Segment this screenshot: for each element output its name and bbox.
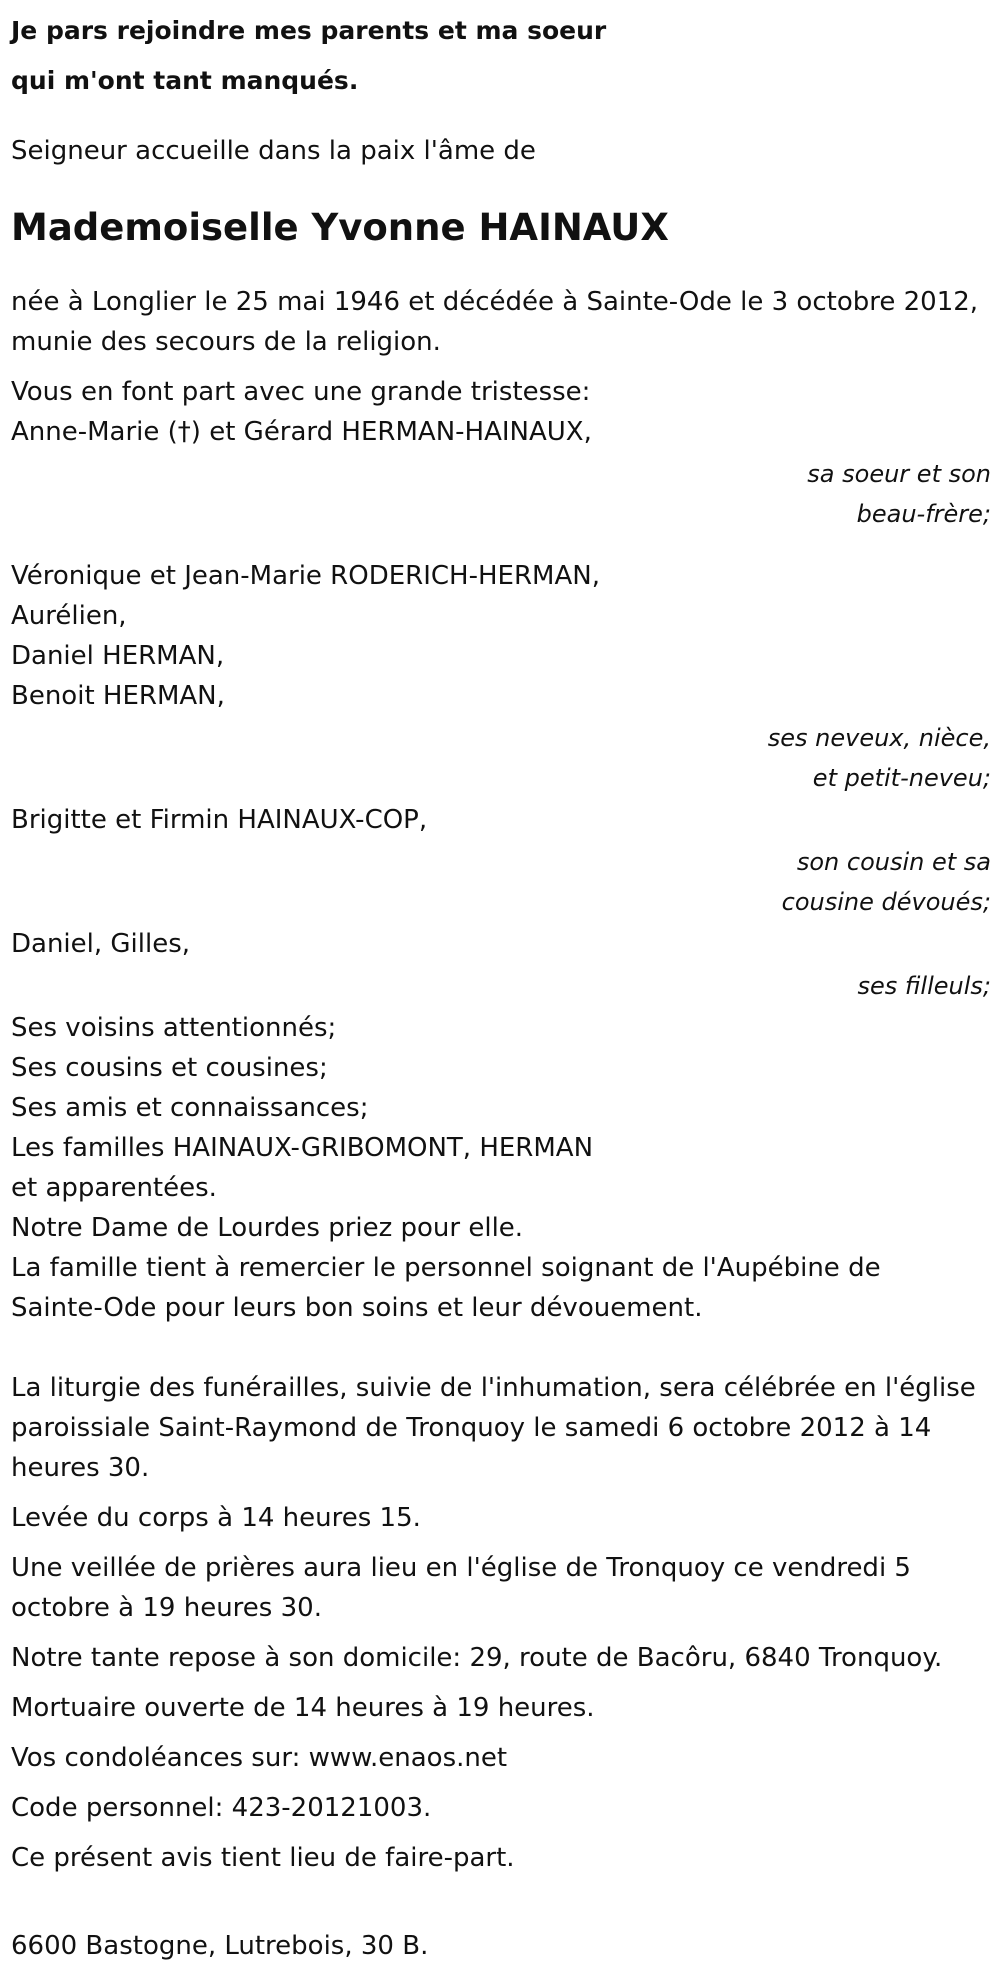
obituary-content — [11, 6, 991, 1966]
personal-code: Code personnel: 423-20121003. — [11, 1793, 432, 1823]
opening-quote-line-2: qui m'ont tant manqués. — [11, 66, 359, 95]
role-line: ses filleuls; — [857, 972, 991, 1000]
role-line: et petit-neveu; — [812, 764, 991, 792]
birth-death-info — [11, 282, 991, 362]
prayer-vigil — [11, 1548, 991, 1628]
opening-quote-line-1: Je pars rejoindre mes parents et ma soeur — [11, 16, 607, 45]
role-line: son cousin et sa — [796, 848, 991, 876]
role-line: sa soeur et son — [807, 460, 991, 488]
vigil-line: Une veillée de prières aura lieu en l'église de Tronquoy ce vendredi 5 — [11, 1553, 911, 1583]
deceased-name: Mademoiselle Yvonne HAINAUX — [11, 206, 669, 249]
family-group-nephews — [11, 556, 991, 716]
vigil-line: octobre à 19 heures 30. — [11, 1593, 322, 1623]
family-name: Véronique et Jean-Marie RODERICH-HERMAN, — [11, 561, 600, 591]
role-line: cousine dévoués; — [781, 888, 991, 916]
family-role-sister — [11, 454, 991, 534]
mortuary-hours: Mortuaire ouverte de 14 heures à 19 heures. — [11, 1693, 595, 1723]
intro-prayer: Seigneur accueille dans la paix l'âme de — [11, 136, 536, 166]
mourner-line: Ses voisins attentionnés; — [11, 1013, 337, 1043]
mourner-line: La famille tient à remercier le personnel soignant de l'Aupébine de — [11, 1253, 881, 1283]
family-name: Benoit HERMAN, — [11, 681, 225, 711]
family-name: Daniel HERMAN, — [11, 641, 225, 671]
family-role-cousins — [11, 842, 991, 922]
liturgy-line: La liturgie des funérailles, suivie de l'inhumation, sera célébrée en l'église — [11, 1373, 976, 1403]
family-name: Daniel, Gilles, — [11, 929, 191, 959]
role-line: beau-frère; — [856, 500, 991, 528]
condolences-link: Vos condoléances sur: www.enaos.net — [11, 1743, 508, 1773]
mourner-line: et apparentées. — [11, 1173, 217, 1203]
family-name: Anne-Marie (†) et Gérard HERMAN-HAINAUX, — [11, 417, 592, 447]
mourner-line: Ses amis et connaissances; — [11, 1093, 369, 1123]
funeral-liturgy — [11, 1368, 991, 1488]
liturgy-line: paroissiale Saint-Raymond de Tronquoy le samedi 6 octobre 2012 à 14 — [11, 1413, 932, 1443]
birth-death-line-2: munie des secours de la religion. — [11, 327, 441, 357]
family-role-nephews — [11, 718, 991, 798]
mourner-line: Les familles HAINAUX-GRIBOMONT, HERMAN — [11, 1133, 594, 1163]
family-group-godchildren — [11, 924, 991, 964]
family-group-sister — [11, 412, 991, 452]
mourner-line: Notre Dame de Lourdes priez pour elle. — [11, 1213, 524, 1243]
family-role-godchildren — [11, 966, 991, 1006]
mourner-line: Ses cousins et cousines; — [11, 1053, 328, 1083]
notice-statement: Ce présent avis tient lieu de faire-part. — [11, 1843, 515, 1873]
other-mourners — [11, 1008, 991, 1328]
body-removal: Levée du corps à 14 heures 15. — [11, 1503, 421, 1533]
announcement: Vous en font part avec une grande tristesse: — [11, 377, 591, 407]
liturgy-line: heures 30. — [11, 1453, 150, 1483]
opening-quote — [11, 6, 991, 106]
role-line: ses neveux, nièce, — [767, 724, 991, 752]
birth-death-line-1: née à Longlier le 25 mai 1946 et décédée à Sainte-Ode le 3 octobre 2012, — [11, 287, 979, 317]
family-name: Aurélien, — [11, 601, 127, 631]
mourner-line: Sainte-Ode pour leurs bon soins et leur dévouement. — [11, 1293, 703, 1323]
resting-place: Notre tante repose à son domicile: 29, route de Bacôru, 6840 Tronquoy. — [11, 1643, 943, 1673]
family-group-cousins — [11, 800, 991, 840]
address: 6600 Bastogne, Lutrebois, 30 B. — [11, 1931, 429, 1961]
family-name: Brigitte et Firmin HAINAUX-COP, — [11, 805, 428, 835]
